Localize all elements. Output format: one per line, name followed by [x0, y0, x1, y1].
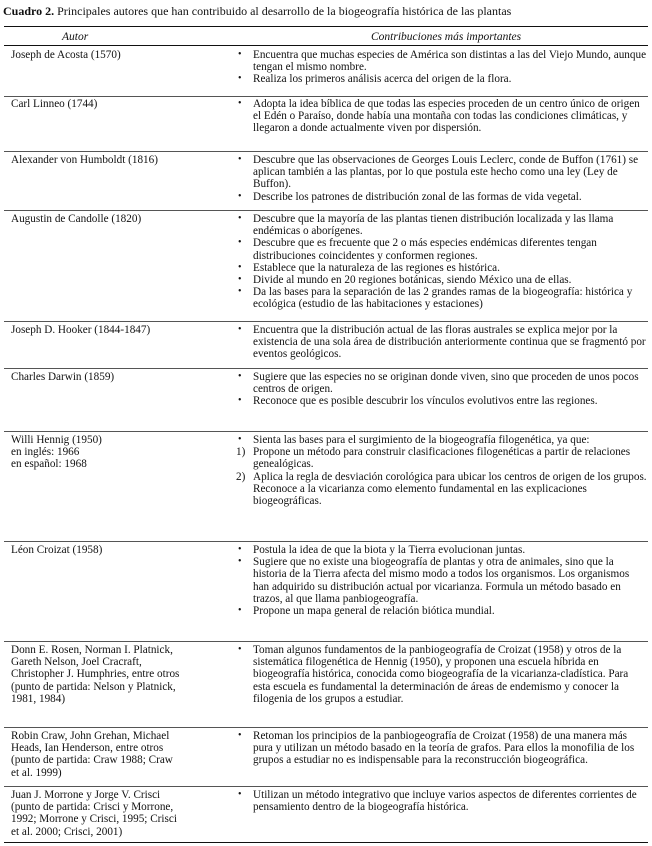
row-separator — [4, 151, 648, 152]
contribution-item — [236, 471, 648, 483]
author-cell — [11, 434, 231, 471]
bullet-marker: • — [238, 324, 242, 335]
author-line: en inglés: 1966 — [11, 446, 80, 459]
row-separator — [4, 321, 648, 322]
author-line: (punto de partida: Crisci y Morrone, — [11, 801, 174, 814]
caption-label: Cuadro 2. — [3, 4, 55, 18]
contribution-item — [236, 434, 648, 446]
bullet-marker: • — [238, 190, 242, 202]
row-separator — [4, 641, 648, 642]
contribution-text: Divide al mundo en 20 regiones botánicas, siendo México una de ellas. — [253, 274, 572, 287]
author-cell — [11, 371, 231, 383]
contribution-text: Sugiere que no existe una biogeografía de plantas y otra de animales, sino que la historia de la Tierra afecta del mismo modo a todos los organismos. Los organismos han adquirido su distribución actual por vicarianza. Formula un método basado en trazos, al que llama panbiogeografía. — [253, 556, 630, 605]
author-line: 1992; Morrone y Crisci, 1995; Crisci — [11, 813, 177, 826]
contributions-cell — [236, 324, 648, 361]
author-cell — [11, 213, 231, 225]
bullet-marker: • — [238, 556, 242, 568]
contributions-cell — [236, 213, 648, 311]
row-separator — [4, 96, 648, 97]
contribution-item — [236, 237, 648, 261]
bullet-marker: • — [238, 154, 242, 165]
author-cell — [11, 544, 231, 556]
contributions-cell — [236, 371, 648, 408]
contribution-text: Encuentra que muchas especies de América son distintas a las del Viejo Mundo, aunque tengan el mismo nombre. — [253, 49, 647, 74]
contribution-text: Sienta las bases para el surgimiento de la biogeografía filogenética, ya que: — [253, 434, 590, 446]
bullet-marker: • — [238, 49, 242, 60]
author-line: et al. 2000; Crisci, 2001) — [11, 825, 123, 838]
contribution-item — [236, 446, 648, 470]
top-rule — [4, 26, 648, 27]
contribution-text: Utilizan un método integrativo que incluye varios aspectos de diferentes corrientes de pensamiento dentro de la biogeografía histórica. — [253, 789, 637, 814]
contribution-text: Encuentra que la distribución actual de las floras australes se explica mejor por la existencia de una sola área de distribución anteriormente continua que se fragmentó por eventos geológicos. — [253, 324, 646, 361]
author-cell — [11, 324, 231, 336]
contribution-item — [236, 730, 648, 767]
author-cell — [11, 644, 231, 705]
contribution-item — [236, 213, 648, 237]
header-rule — [4, 45, 648, 46]
contribution-text: Reconoce que es posible descubrir los vínculos evolutivos entre las regiones. — [253, 395, 598, 408]
author-line: Augustin de Candolle (1820) — [11, 213, 142, 225]
author-cell — [11, 730, 231, 779]
bullet-marker: • — [238, 237, 242, 249]
contribution-text: Reconoce a la vicarianza como elemento fundamental en las explicaciones biogeográficas. — [253, 482, 587, 508]
bullet-marker: • — [238, 395, 242, 407]
bullet-marker: • — [238, 73, 242, 85]
contribution-item — [236, 605, 648, 617]
contribution-item — [236, 98, 648, 135]
bullet-marker: • — [238, 434, 242, 445]
author-line: (punto de partida: Nelson y Platnick, — [11, 680, 176, 693]
contribution-text: Da las bases para la separación de las 2 grandes ramas de la biogeografía: histórica y ecológica (estudio de las habitaciones y estaciones) — [253, 286, 633, 311]
bullet-marker: • — [238, 261, 242, 273]
contribution-text: Realiza los primeros análisis acerca del origen de la flora. — [253, 73, 512, 86]
bullet-marker: • — [238, 644, 242, 655]
contribution-text: Retoman los principios de la panbiogeografía de Croizat (1958) de una manera más pura y utilizan un método basado en la teoría de grafos. Para ellos la monofilia de los grupos a estudiar no es indispensable para la reconstrucción biogeográfica. — [253, 730, 635, 767]
contribution-item — [236, 789, 648, 813]
bullet-marker: • — [238, 789, 242, 800]
author-line: (punto de partida: Craw 1988; Craw — [11, 754, 173, 767]
author-line: Charles Darwin (1859) — [11, 371, 115, 383]
caption-text: Principales autores que han contribuido al desarrollo de la biogeografía histórica de las plantas — [57, 4, 512, 18]
header-contributions: Contribuciones más importantes — [371, 31, 522, 43]
row-separator — [4, 431, 648, 432]
row-separator — [4, 786, 648, 787]
bullet-marker: • — [238, 544, 242, 555]
contribution-item — [236, 544, 648, 556]
contribution-item — [236, 262, 648, 274]
author-line: Joseph de Acosta (1570) — [11, 49, 121, 61]
contribution-item — [236, 644, 648, 705]
author-line: et al. 1999) — [11, 766, 62, 779]
contributions-cell — [236, 434, 648, 507]
contribution-item — [236, 324, 648, 361]
bullet-marker: • — [238, 730, 242, 741]
contribution-item — [236, 556, 648, 605]
bullet-marker: • — [238, 274, 242, 286]
contribution-item — [236, 49, 648, 73]
author-line: Donn E. Rosen, Norman I. Platnick, — [11, 644, 173, 656]
author-cell — [11, 49, 231, 61]
row-separator — [4, 541, 648, 542]
author-line: Willi Hennig (1950) — [11, 434, 102, 446]
table-caption — [3, 4, 649, 18]
bullet-marker: • — [238, 213, 242, 224]
author-line: Robin Craw, John Grehan, Michael — [11, 730, 170, 742]
author-line: Heads, Ian Henderson, entre otros — [11, 742, 164, 755]
contribution-item — [236, 483, 648, 507]
contribution-item — [236, 395, 648, 407]
author-cell — [11, 789, 231, 838]
author-line: Carl Linneo (1744) — [11, 98, 98, 110]
bottom-rule — [4, 842, 648, 843]
contribution-text: Describe los patrones de distribución zonal de las formas de vida vegetal. — [253, 190, 582, 203]
author-line: en español: 1968 — [11, 458, 87, 471]
contributions-cell — [236, 154, 648, 203]
bullet-marker: • — [238, 286, 242, 298]
contributions-cell — [236, 98, 648, 135]
author-cell — [11, 98, 231, 110]
bullet-marker: • — [238, 98, 242, 109]
contributions-cell — [236, 544, 648, 617]
author-line: Joseph D. Hooker (1844-1847) — [11, 324, 151, 336]
contribution-text: Toman algunos fundamentos de la panbiogeografía de Croizat (1958) y otros de la sistemática filogenética de Hennig (1950), y proponen una escuela híbrida en biogeografía histórica, conocida como biogeografía de la vicarianza-cladística. Para esta escuela es fundamental la determinación de áreas de endemismo y conocer la filogenia de los grupos a estudiar. — [253, 644, 629, 705]
contribution-text: Postula la idea de que la biota y la Tierra evolucionan juntas. — [253, 544, 526, 556]
row-separator — [4, 368, 648, 369]
contribution-text: Propone un mapa general de relación biótica mundial. — [253, 605, 495, 618]
contributions-cell — [236, 644, 648, 705]
contributions-cell — [236, 49, 648, 86]
contribution-text: Adopta la idea bíblica de que todas las especies proceden de un centro único de origen el Edén o Paraíso, donde había una montaña con todas las condiciones climáticas, y llegaron a donde actualmente viven por dispersión. — [253, 98, 640, 135]
author-line: Juan J. Morrone y Jorge V. Crisci — [11, 789, 161, 801]
contribution-text: Propone un método para construir clasificaciones filogenéticas a partir de relaciones genealógicas. — [253, 446, 631, 471]
contribution-text: Sugiere que las especies no se originan donde viven, sino que proceden de unos pocos centros de origen. — [253, 371, 639, 396]
author-line: 1981, 1984) — [11, 692, 66, 705]
author-line: Alexander von Humboldt (1816) — [11, 154, 158, 166]
header-author: Autor — [62, 31, 89, 43]
contribution-item — [236, 286, 648, 310]
contribution-text: Aplica la regla de desviación corológica para ubicar los centros de origen de los grupos. — [253, 470, 647, 483]
contributions-cell — [236, 730, 648, 767]
row-separator — [4, 210, 648, 211]
contribution-text: Descubre que la mayoría de las plantas tienen distribución localizada y las llama endémicas o aborígenes. — [253, 213, 614, 238]
author-line: Léon Croizat (1958) — [11, 544, 103, 556]
author-cell — [11, 154, 231, 166]
contribution-item — [236, 191, 648, 203]
contribution-text: Descubre que las observaciones de Georges Louis Leclerc, conde de Buffon (1761) se aplican también a las plantas, por lo que postula este hecho como una ley (Ley de Buffon). — [253, 154, 639, 191]
contribution-text: Descubre que es frecuente que 2 o más especies endémicas diferentes tengan distribuciones coincidentes y conformen regiones. — [253, 237, 597, 262]
contribution-item — [236, 73, 648, 85]
item-number: 1) — [236, 446, 246, 459]
contribution-item — [236, 154, 648, 191]
author-line: Christopher J. Humphries, entre otros — [11, 668, 180, 681]
contributions-cell — [236, 789, 648, 813]
item-number: 2) — [236, 470, 246, 483]
contribution-item — [236, 371, 648, 395]
row-separator — [4, 727, 648, 728]
contribution-text: Establece que la naturaleza de las regiones es histórica. — [253, 261, 500, 274]
contribution-item — [236, 274, 648, 286]
bullet-marker: • — [238, 605, 242, 617]
bullet-marker: • — [238, 371, 242, 382]
author-line: Gareth Nelson, Joel Cracraft, — [11, 656, 142, 669]
